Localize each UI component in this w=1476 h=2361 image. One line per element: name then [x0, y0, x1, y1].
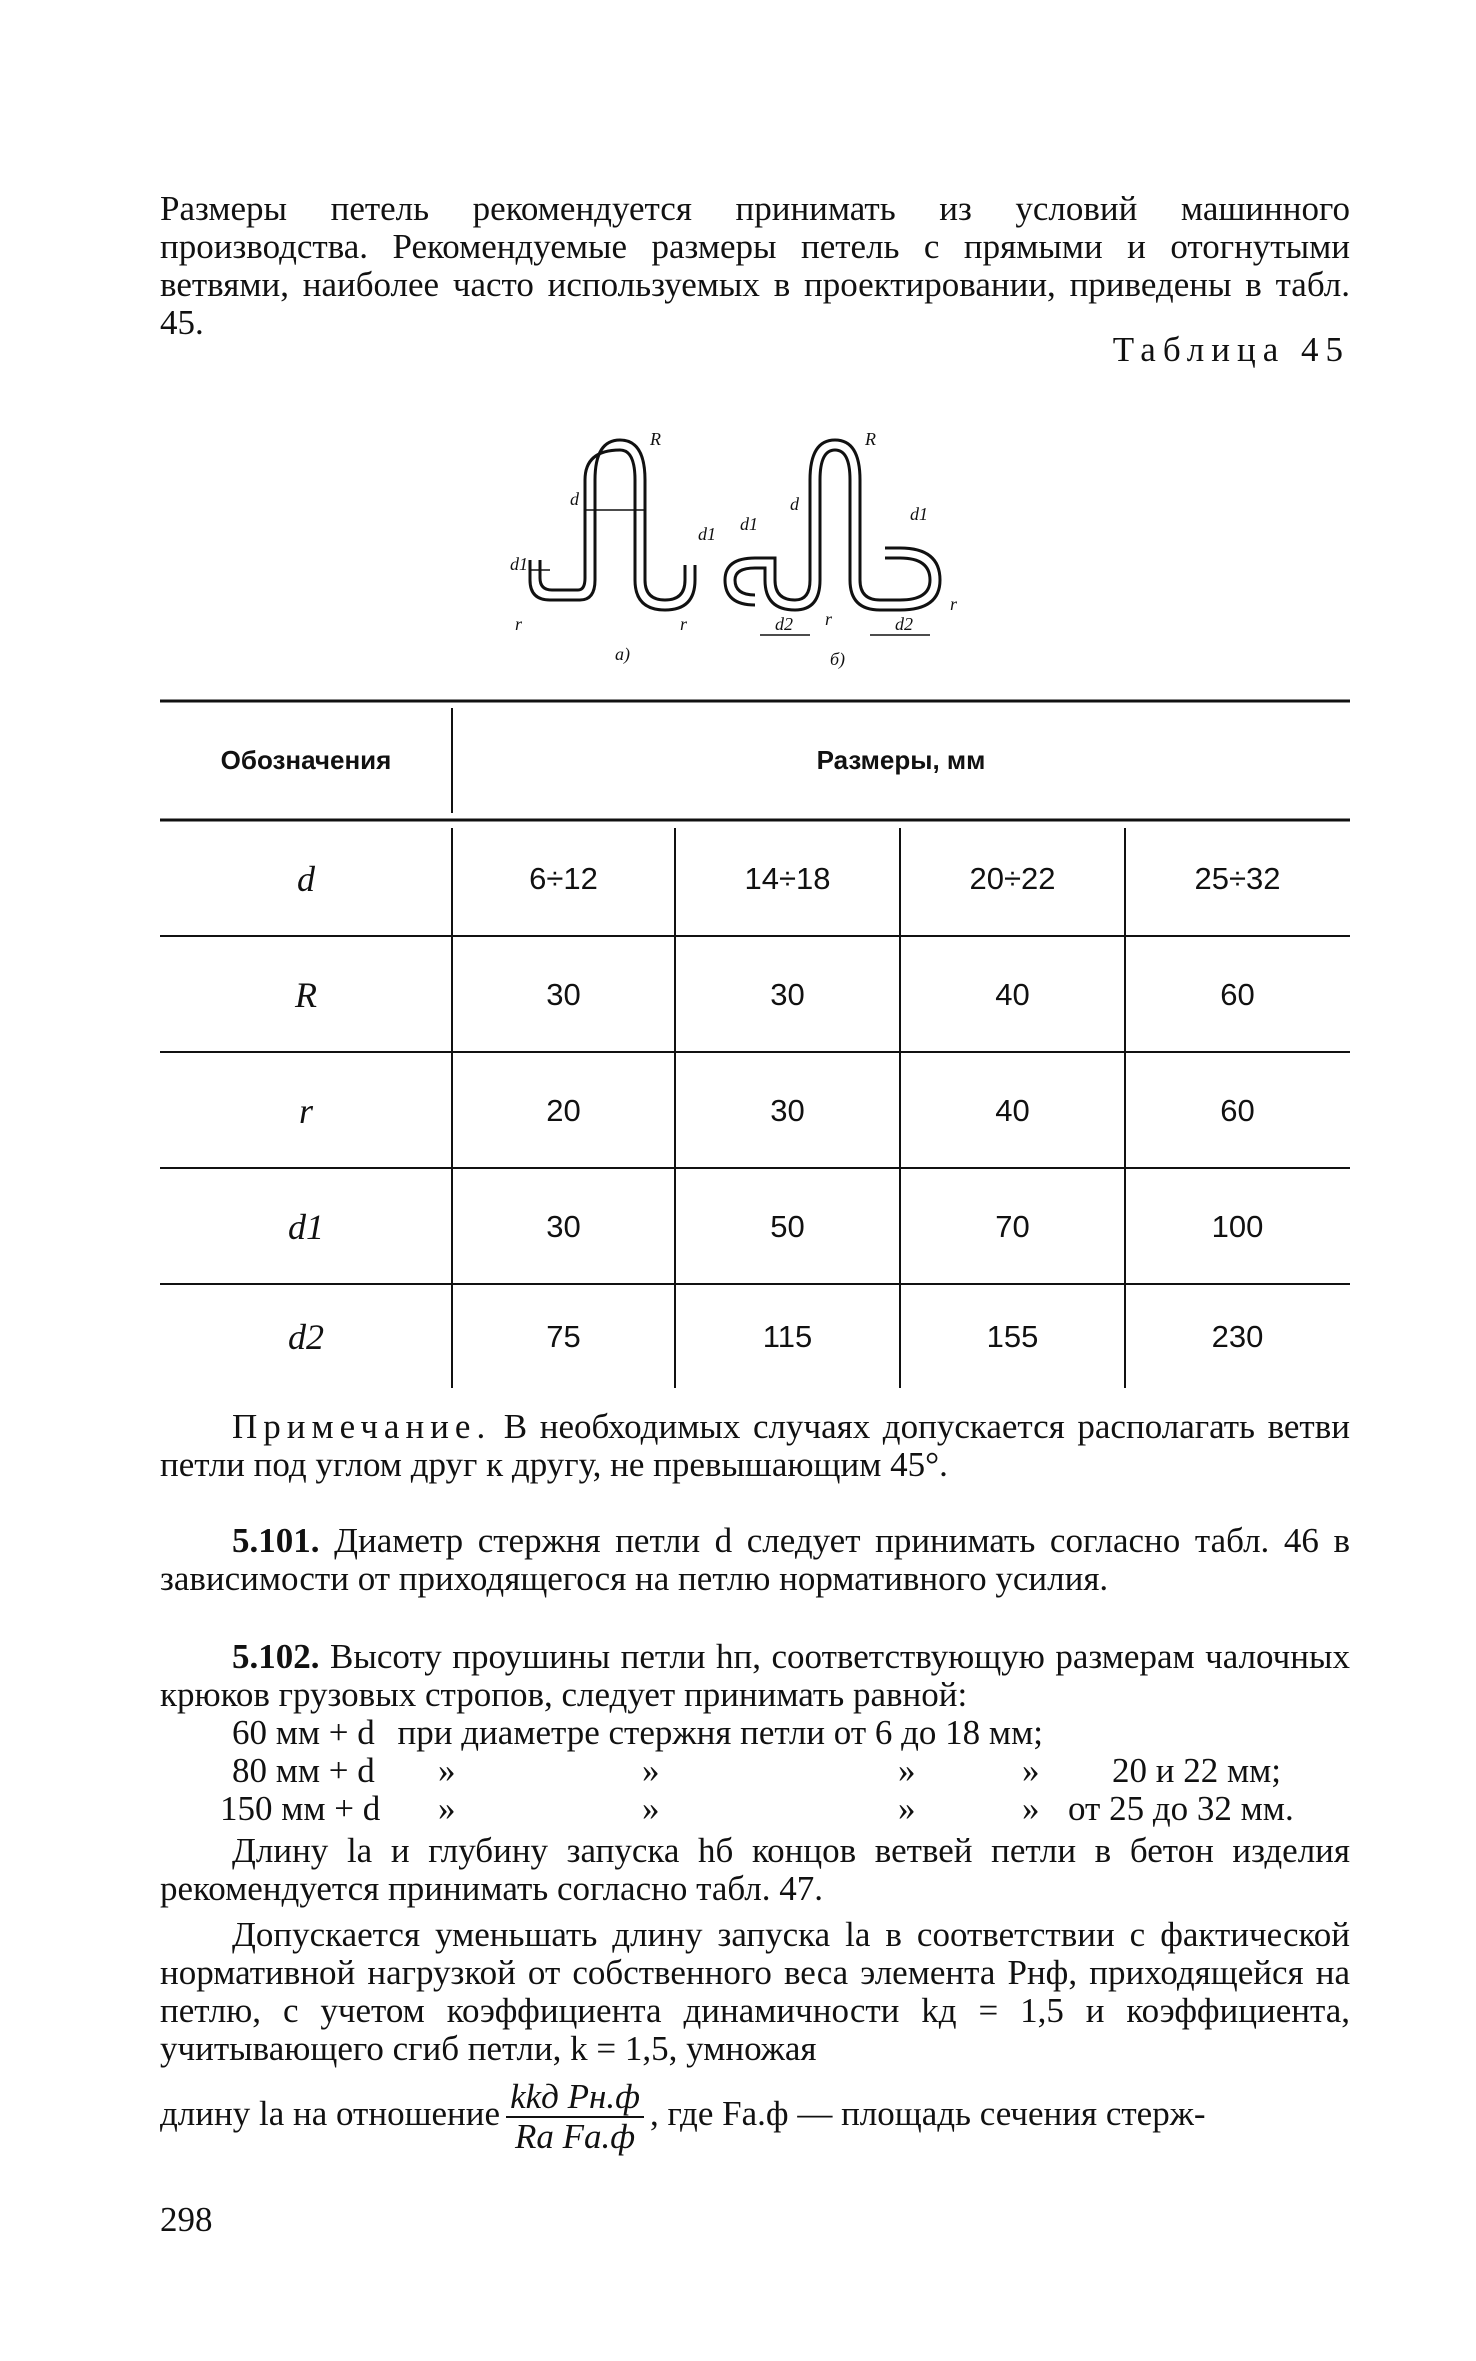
- paragraph-5-102: [160, 1638, 1350, 1714]
- cell-d1-3: 70: [995, 1209, 1030, 1244]
- ratio-denominator: Rа Fа.ф: [514, 2117, 636, 2156]
- ratio-after: , где Fа.ф — площадь сечения стерж-: [649, 2094, 1206, 2134]
- label-a: а): [615, 644, 630, 664]
- row-symbol-r: r: [298, 1091, 313, 1131]
- cell-d-3: 20÷22: [969, 861, 1056, 896]
- note-text: В необходимых случаях допускается располагать ветви петли под углом друг к другу, не превышающим 45°.: [160, 1407, 1350, 1484]
- paragraph-5-102-number: 5.102.: [232, 1637, 320, 1676]
- cell-d1-4: 100: [1211, 1209, 1264, 1244]
- cell-d2-3: 155: [986, 1319, 1039, 1354]
- header-designations: Обозначения: [220, 745, 392, 775]
- row-symbol-d1: d1: [288, 1207, 324, 1247]
- size-row-3-ditto-1: »: [438, 1789, 456, 1828]
- row-symbol-d: d: [297, 859, 315, 899]
- table-note: [160, 1408, 1350, 1484]
- cell-d2-1: 75: [546, 1319, 581, 1354]
- cell-r-2: 30: [770, 1093, 805, 1128]
- cell-d-4: 25÷32: [1194, 861, 1281, 896]
- cell-r-1: 20: [546, 1093, 581, 1128]
- label-d1-b-left: d1: [740, 514, 758, 534]
- size-row-3-condition: от 25 до 32 мм.: [1068, 1789, 1294, 1828]
- label-d2-right: d2: [895, 614, 913, 634]
- dimensions-table: [160, 698, 1350, 1388]
- label-b: б): [830, 649, 846, 669]
- label-d-b: d: [790, 494, 799, 514]
- cell-R-3: 40: [995, 977, 1030, 1012]
- size-row-2-height: 80 мм + d: [232, 1751, 375, 1790]
- cell-r-3: 40: [995, 1093, 1030, 1128]
- cell-d-2: 14÷18: [744, 861, 831, 896]
- paragraph-5-101-number: 5.101.: [232, 1521, 320, 1560]
- loop-drawing: [510, 430, 990, 690]
- cell-R-1: 30: [546, 977, 581, 1012]
- ratio-numerator: kkд Pн.ф: [506, 2078, 644, 2118]
- label-d: d: [570, 489, 579, 509]
- paragraph-ratio: [160, 2078, 1206, 2156]
- size-row-3-height: 150 мм + d: [220, 1789, 381, 1828]
- label-R: R: [650, 430, 661, 449]
- cell-d1-1: 30: [546, 1209, 581, 1244]
- page-number: 298: [160, 2200, 213, 2239]
- label-R-b: R: [865, 430, 876, 449]
- cell-d1-2: 50: [770, 1209, 805, 1244]
- ratio-before: длину lа на отношение: [160, 2094, 501, 2134]
- note-label: Примечание.: [232, 1407, 492, 1446]
- size-row-2-ditto-4: »: [1022, 1751, 1040, 1790]
- label-d2-left: d2: [775, 614, 793, 634]
- label-d1-b-right: d1: [910, 504, 928, 524]
- header-sizes: Размеры, мм: [816, 745, 986, 775]
- size-row-1-condition: при диаметре стержня петли от 6 до 18 мм;: [397, 1713, 1043, 1752]
- intro-paragraph: Размеры петель рекомендуется принимать из условий машинного производства. Рекомендуемые размеры петель с прямыми и отогнутыми ветвями, наиболее часто используемых в проектировании, приведены в табл. 45.: [160, 189, 1350, 342]
- size-row-2-ditto-1: »: [438, 1751, 456, 1790]
- paragraph-length: Длину lа и глубину запуска hб концов ветвей петли в бетон изделия рекомендуется принимать согласно табл. 47.: [160, 1831, 1350, 1908]
- row-symbol-R: R: [295, 975, 317, 1015]
- size-row-2-ditto-2: »: [642, 1751, 660, 1790]
- size-row-2-condition: 20 и 22 мм;: [1112, 1751, 1282, 1790]
- table-caption: Таблица 45: [1112, 330, 1350, 369]
- size-row-3: [220, 1789, 1350, 1828]
- label-r-b-right: r: [950, 594, 958, 614]
- loop-figure: [510, 430, 990, 690]
- paragraph-5-102-text: Высоту проушины петли hп, соответствующую размерам чалочных крюков грузовых стропов, следует принимать равной:: [160, 1637, 1350, 1714]
- size-row-3-ditto-3: »: [898, 1789, 916, 1828]
- paragraph-5-101: [160, 1522, 1350, 1598]
- size-row-3-ditto-4: »: [1022, 1789, 1040, 1828]
- label-d1-mid: d1: [698, 524, 716, 544]
- label-d1-left: d1: [510, 554, 528, 574]
- size-row-3-ditto-2: »: [642, 1789, 660, 1828]
- paragraph-5-101-text: Диаметр стержня петли d следует принимать согласно табл. 46 в зависимости от приходящегося на петлю нормативного усилия.: [160, 1521, 1350, 1598]
- cell-R-2: 30: [770, 977, 805, 1012]
- paragraph-reduce: Допускается уменьшать длину запуска lа в соответствии с фактической нормативной нагрузкой от собственного веса элемента Pнф, приходящейся на петлю, с учетом коэффициента динамичности kд = 1,5 и коэффициента, учитывающего сгиб петли, k = 1,5, умножая: [160, 1915, 1350, 2068]
- size-row-2-ditto-3: »: [898, 1751, 916, 1790]
- label-r-b-mid: r: [825, 609, 833, 629]
- label-r-left: r: [515, 614, 523, 634]
- cell-d-1: 6÷12: [529, 861, 598, 896]
- cell-r-4: 60: [1220, 1093, 1255, 1128]
- cell-d2-4: 230: [1211, 1319, 1264, 1354]
- cell-R-4: 60: [1220, 977, 1255, 1012]
- label-r-right: r: [680, 614, 688, 634]
- row-symbol-d2: d2: [288, 1317, 324, 1357]
- size-row-1-height: 60 мм + d: [232, 1713, 375, 1752]
- ratio-fraction: [506, 2078, 644, 2156]
- size-row-2: [232, 1752, 1350, 1790]
- cell-d2-2: 115: [762, 1319, 813, 1354]
- size-row-1: [232, 1714, 1043, 1752]
